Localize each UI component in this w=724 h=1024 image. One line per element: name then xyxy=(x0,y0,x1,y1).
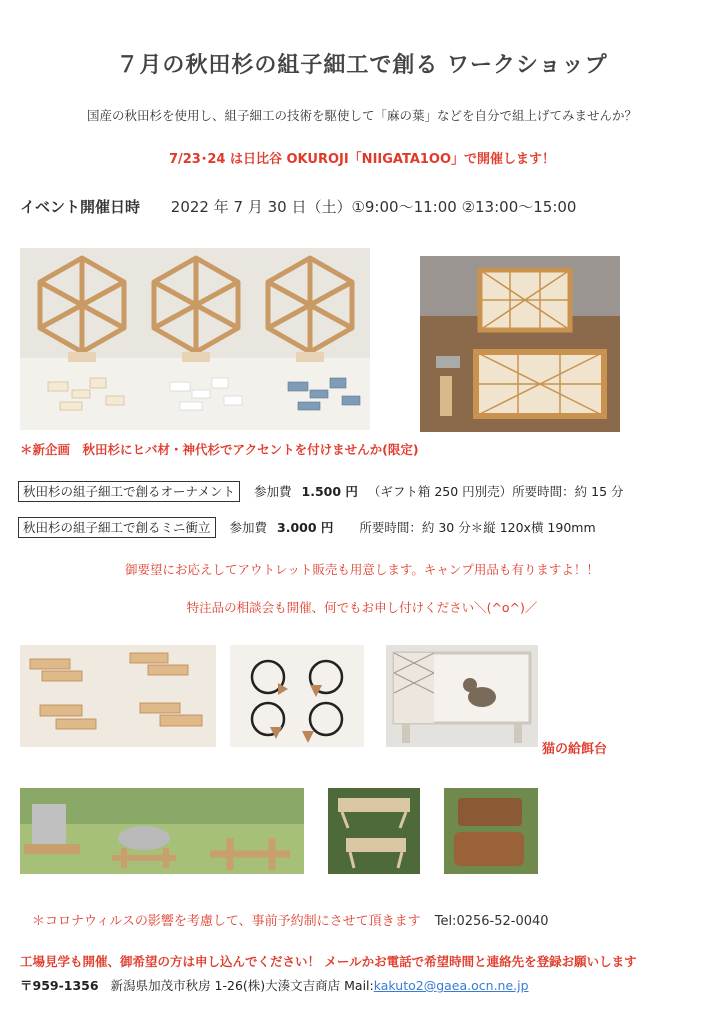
consult-note: 特注品の相談会も開催、何でもお申し付けください＼(^o^)／ xyxy=(186,600,538,615)
factory-tour-note: 工場見学も開催、御希望の方は申し込んでください！ メールかお電話で希望時間と連絡先を登録お願いします xyxy=(20,954,637,969)
notice-text: 7/23･24 は日比谷 OKUROJI「NIIGATA1OO」で開催します！ xyxy=(168,152,556,167)
new-plan-note: ＊新企画 秋田杉にヒバ材・神代杉でアクセントを付けませんか(限定) xyxy=(20,442,419,457)
fee-value: 1.500 円 xyxy=(301,484,358,499)
camping-stand-photo xyxy=(20,788,304,874)
cat-feeder-photo xyxy=(386,645,538,747)
covid-text: ＊コロナウィルスの影響を考慮して、事前予約制にさせて頂きます xyxy=(32,914,421,929)
event-datetime xyxy=(20,196,576,217)
product-name: 秋田杉の組子細工で創るオーナメント xyxy=(18,481,240,502)
product-extra: 所要時間：約 30 分＊縦 120x横 190mm xyxy=(359,520,596,535)
email-link[interactable]: kakuto2@gaea.ocn.ne.jp xyxy=(373,978,529,993)
product-row-ornament xyxy=(18,482,624,500)
product-name: 秋田杉の組子細工で創るミニ衝立 xyxy=(18,517,216,538)
cat-feeder-caption: 猫の給餌台 xyxy=(542,742,608,757)
cutting-board-photo xyxy=(444,788,538,874)
event-label: イベント開催日時 xyxy=(20,198,141,216)
event-date: 2022 年 7 月 30 日（土）①9:00～11:00 ②13:00～15:00 xyxy=(170,198,577,216)
postal-code: 〒959-1356 xyxy=(20,978,99,993)
fee-label: 参加費 xyxy=(254,484,292,499)
mini-screen-photo xyxy=(420,256,620,432)
address-line xyxy=(20,976,529,994)
intro-text: 国産の秋田杉を使用し、組子細工の技術を駆使して「麻の葉」などを自分で組上げてみませんか？ xyxy=(86,108,637,123)
fee-label: 参加費 xyxy=(229,520,268,535)
folding-table-photo xyxy=(328,788,420,874)
chopstick-rest-photo xyxy=(20,645,216,747)
fee-value: 3.000 円 xyxy=(277,520,334,535)
covid-note xyxy=(32,910,549,929)
product-extra: （ギフト箱 250 円別売）所要時間：約 15 分 xyxy=(367,484,624,499)
hair-tie-photo xyxy=(230,645,364,747)
phone-number: Tel:0256-52-0040 xyxy=(434,914,549,929)
outlet-note: 御要望にお応えしてアウトレット販売も用意します。キャンプ用品も有りますよ！！ xyxy=(125,562,599,577)
street-address: 新潟県加茂市秋房 1-26(株)大湊文吉商店 Mail: xyxy=(110,978,374,993)
page-title: ７月の秋田杉の組子細工で創る ワークショップ xyxy=(116,53,608,78)
ornaments-photo xyxy=(20,248,370,430)
product-row-mini-screen xyxy=(18,518,596,536)
